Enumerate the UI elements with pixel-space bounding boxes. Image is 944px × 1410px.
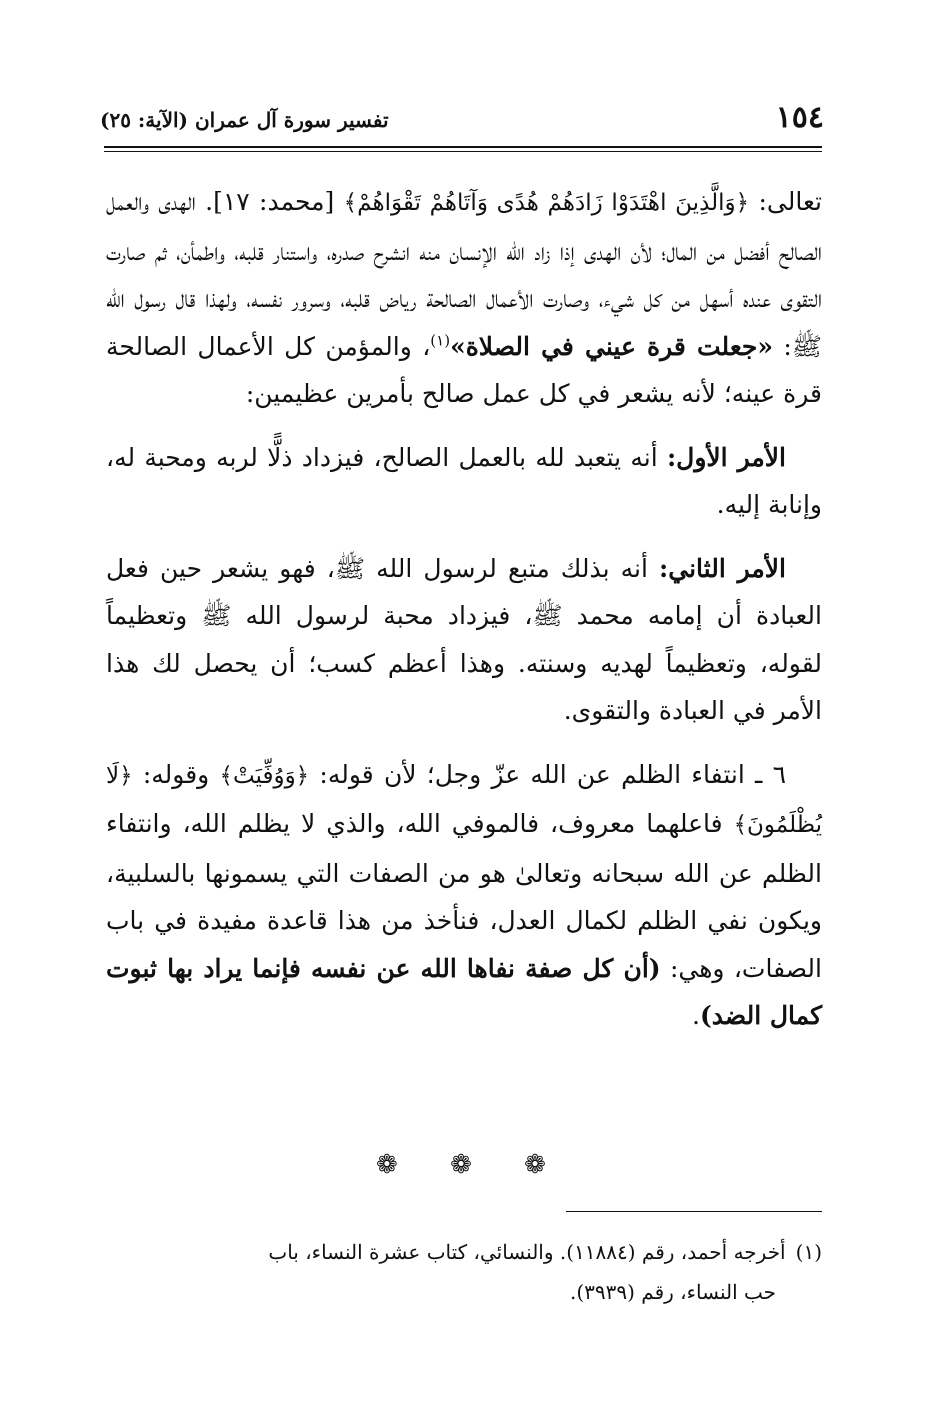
page-header <box>100 100 824 142</box>
second-matter-label: الأمر الثاني: <box>659 553 786 583</box>
second-matter-text: أنه بذلك متبع لرسول الله ﷺ، فهو يشعر حين فعل العبادة أن إمامه محمد ﷺ، فيزداد محبة لرسول الله ﷺ وتعظيماً لقوله، وتعظيماً لهديه وسنته. وهذا أعظم كسب؛ أن يحصل لك هذا الأمر في العبادة والتقوى. <box>106 553 822 725</box>
body-text <box>106 178 822 1040</box>
footnote <box>116 1232 822 1312</box>
quran-verse-muhammad-17: ﴿وَالَّذِينَ اهْتَدَوْا زَادَهُمْ هُدًى وَآتَاهُمْ تَقْوَاهُمْ﴾ <box>343 190 750 216</box>
paragraph-point-6 <box>106 751 822 1040</box>
point-6-text: فاعلهما معروف، فالموفي الله، والذي لا يظلم الله، وانتفاء الظلم عن الله سبحانه وتعالىٰ هو من الصفات التي يسمونها بالسلبية، ويكون نفي الظلم لكمال العدل، فنأخذ من هذا قاعدة مفيدة في باب الصفات، وهي: <box>106 809 822 983</box>
paragraph-1 <box>106 178 822 418</box>
paragraph-1-lead: تعالى: <box>749 187 822 216</box>
footnote-line-1 <box>116 1232 822 1272</box>
section-ornament: ❁ ❁ ❁ <box>376 1150 568 1180</box>
paragraph-1-text: [محمد: ١٧]. الهدى والعمل الصالح أفضل من المال؛ لأن الهدى إذا زاد الله الإنسان منه انشرح صدره، واستنار قلبه، واطمأن، ثم صارت التقوى عنده أسهل من كل شيء، وصارت الأعمال الصالحة رياض قلبه، وسرور نفسه، ولهذا قال رسول الله ﷺ: <box>106 187 822 361</box>
paragraph-second-matter <box>106 545 822 735</box>
footnote-text-1: أخرجه أحمد، رقم (١١٨٨٤). والنسائي، كتاب عشرة النساء، باب <box>268 1240 786 1264</box>
quran-phrase-la-yuzlamun: ﴿لَا يُظْلَمُونَ﴾ <box>106 762 822 838</box>
point-6-lead: ٦ ـ انتفاء الظلم عن الله عزّ وجل؛ لأن قوله: <box>309 759 787 789</box>
first-matter-text: أنه يتعبد لله بالعمل الصالح، فيزداد ذلًّا لربه ومحبة له، وإنابة إليه. <box>106 442 822 519</box>
first-matter-label: الأمر الأول: <box>666 442 786 472</box>
attributes-rule: (أن كل صفة نفاها الله عن نفسه فإنما يراد بها ثبوت كمال الضد) <box>106 953 822 1030</box>
running-title: تفسير سورة آل عمران (الآية: ٢٥) <box>100 108 389 132</box>
footnote-reference: (١) <box>430 331 451 350</box>
point-6-end: . <box>692 1001 700 1030</box>
footnote-text-2: حب النساء، رقم (٣٩٣٩). <box>569 1280 776 1304</box>
header-rule-thick <box>104 146 822 148</box>
paragraph-first-matter <box>106 434 822 529</box>
hadith-quote: «جعلت قرة عيني في الصلاة» <box>450 331 773 361</box>
page-number: ١٥٤ <box>775 100 824 135</box>
header-rule-thin <box>104 151 822 152</box>
footnote-number: (١) <box>795 1240 822 1264</box>
footnote-rule <box>566 1211 822 1212</box>
point-6-mid: وقوله: <box>132 759 220 789</box>
paragraph-1-tail: ، والمؤمن كل الأعمال الصالحة قرة عينه؛ لأنه يشعر في كل عمل صالح بأمرين عظيمين: <box>106 331 822 408</box>
quran-word-wuffiyat: ﴿وَوُفِّيَتْ﴾ <box>219 762 310 789</box>
